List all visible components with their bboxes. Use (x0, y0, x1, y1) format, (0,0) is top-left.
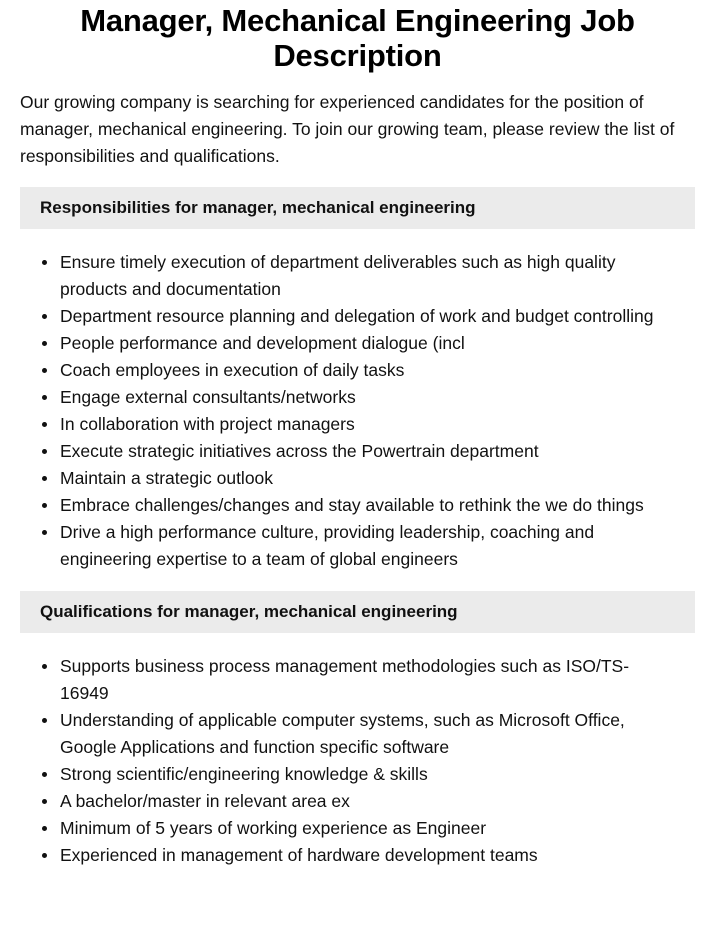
list-item: People performance and development dialogue (incl (20, 330, 695, 357)
list-item: Drive a high performance culture, providing leadership, coaching and engineering expertise to a team of global engineers (20, 519, 695, 573)
list-item: Minimum of 5 years of working experience as Engineer (20, 815, 695, 842)
list-item: Embrace challenges/changes and stay available to rethink the we do things (20, 492, 695, 519)
bullet-icon (42, 449, 47, 454)
bullet-icon (42, 422, 47, 427)
list-item: Experienced in management of hardware development teams (20, 842, 695, 869)
bullet-icon (42, 826, 47, 831)
bullet-icon (42, 799, 47, 804)
bullet-icon (42, 368, 47, 373)
bullet-icon (42, 260, 47, 265)
bullet-icon (42, 503, 47, 508)
list-item: Department resource planning and delegation of work and budget controlling (20, 303, 695, 330)
bullet-icon (42, 853, 47, 858)
responsibilities-list (20, 249, 695, 573)
list-item: A bachelor/master in relevant area ex (20, 788, 695, 815)
bullet-icon (42, 718, 47, 723)
list-item: In collaboration with project managers (20, 411, 695, 438)
qualifications-list (20, 653, 695, 869)
list-item: Maintain a strategic outlook (20, 465, 695, 492)
list-item: Understanding of applicable computer systems, such as Microsoft Office, Google Applications and function specific software (20, 707, 695, 761)
bullet-icon (42, 314, 47, 319)
bullet-icon (42, 530, 47, 535)
responsibilities-heading: Responsibilities for manager, mechanical engineering (20, 187, 695, 229)
list-item: Supports business process management methodologies such as ISO/TS-16949 (20, 653, 695, 707)
page-title: Manager, Mechanical Engineering Job Description (80, 3, 635, 73)
list-item: Strong scientific/engineering knowledge & skills (20, 761, 695, 788)
list-item: Execute strategic initiatives across the Powertrain department (20, 438, 695, 465)
qualifications-heading: Qualifications for manager, mechanical engineering (20, 591, 695, 633)
list-item: Ensure timely execution of department deliverables such as high quality products and documentation (20, 249, 695, 303)
bullet-icon (42, 664, 47, 669)
intro-paragraph: Our growing company is searching for experienced candidates for the position of manager, mechanical engineering. To join our growing team, please review the list of responsibilities and qualifications. (20, 92, 675, 166)
bullet-icon (42, 341, 47, 346)
list-item: Coach employees in execution of daily tasks (20, 357, 695, 384)
bullet-icon (42, 772, 47, 777)
bullet-icon (42, 395, 47, 400)
job-description-page (0, 3, 720, 869)
bullet-icon (42, 476, 47, 481)
list-item: Engage external consultants/networks (20, 384, 695, 411)
